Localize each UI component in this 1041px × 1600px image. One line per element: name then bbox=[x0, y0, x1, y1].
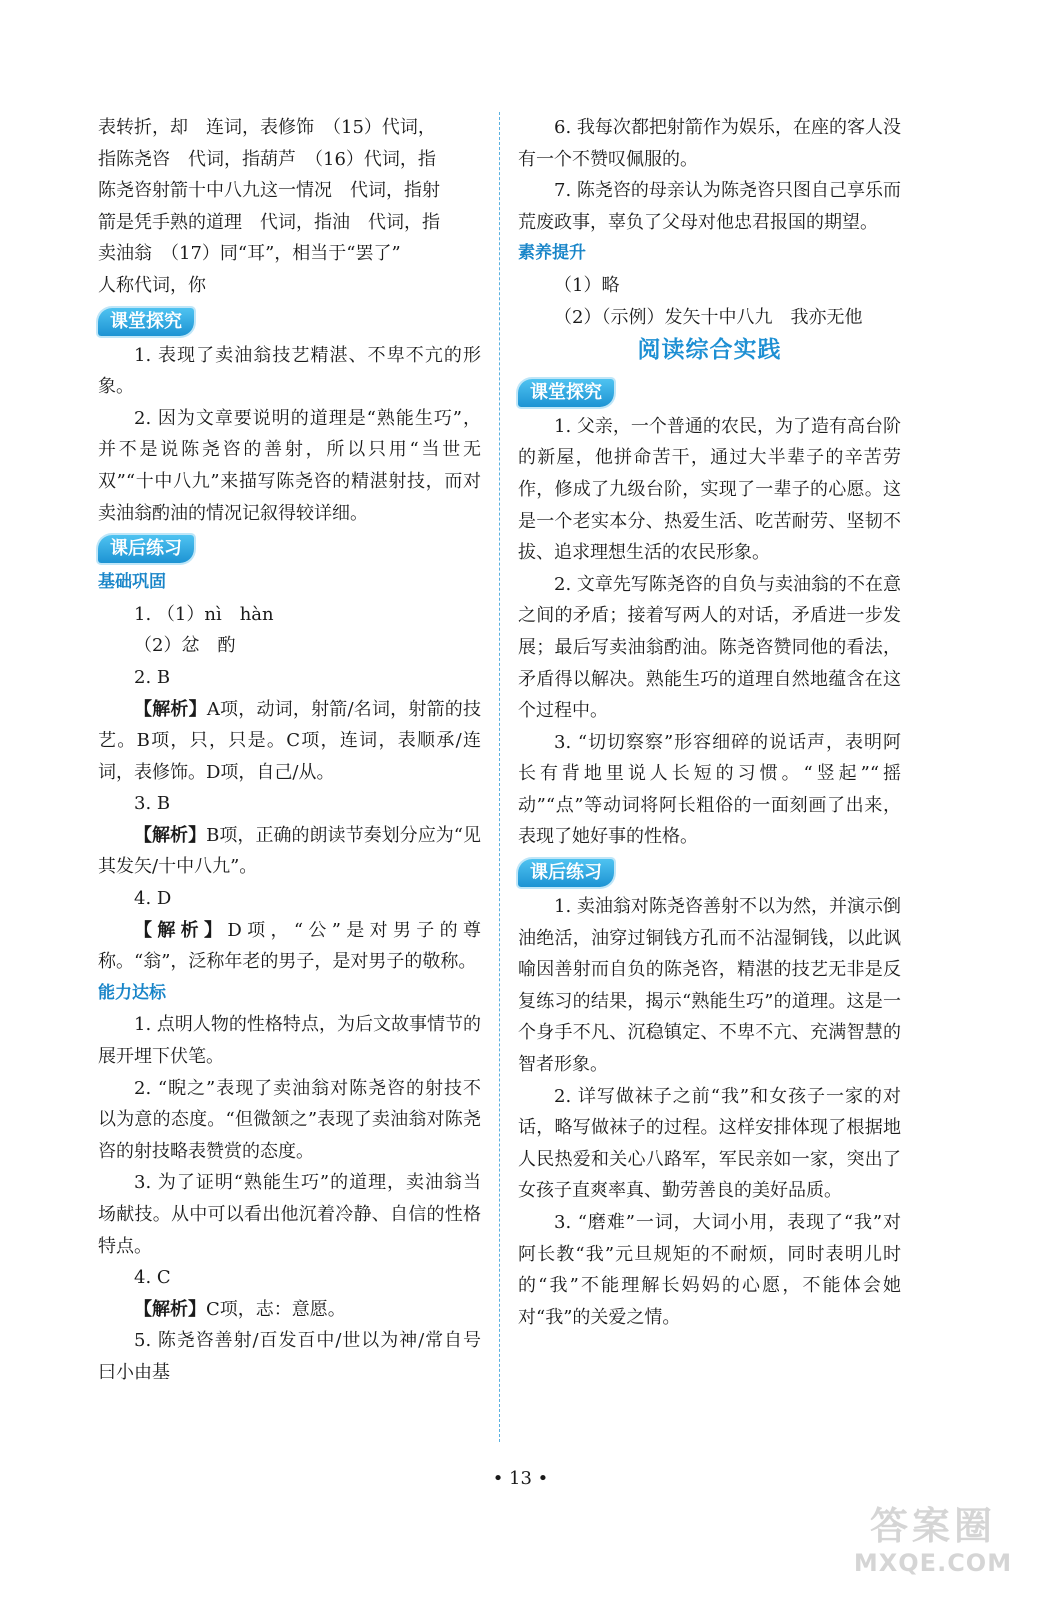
answer-item: 7. 陈尧咨的母亲认为陈尧咨只图自己享乐而荒废政事，辜负了父母对他忠君报国的期望。 bbox=[518, 180, 901, 233]
section-badge-ketang: 课堂探究 bbox=[98, 308, 194, 336]
analysis-text: B项，正确的朗读节奏划分应为“见其发矢/十中八九”。 bbox=[98, 824, 481, 878]
answer-item: 6. 我每次都把射箭作为娱乐，在座的客人没有一个不赞叹佩服的。 bbox=[518, 117, 901, 170]
analysis-item bbox=[98, 694, 481, 789]
analysis-item bbox=[98, 820, 481, 883]
answer-item: 1. 父亲，一个普通的农民，为了造有高台阶的新屋，他拼命苦干，通过大半辈子的辛苦劳作，修成了九级台阶，实现了一辈子的心愿。这是一个老实本分、热爱生活、吃苦耐劳、坚韧不拔、追求理想生活的农民形象。 bbox=[518, 415, 901, 564]
subheading-jichu: 基础巩固 bbox=[98, 572, 166, 593]
answer-item: 3. 为了证明“熟能生巧”的道理，卖油翁当场献技。从中可以看出他沉着冷静、自信的性格特点。 bbox=[98, 1172, 481, 1257]
answer-item: 1. 表现了卖油翁技艺精湛、不卑不亢的形象。 bbox=[98, 344, 481, 398]
answer-item: 2. “睨之”表现了卖油翁对陈尧咨的射技不以为意的态度。“但微颔之”表现了卖油翁对陈尧咨的射技略表赞赏的态度。 bbox=[98, 1077, 481, 1162]
answer-item: 4. C bbox=[134, 1267, 171, 1289]
analysis-text: A项，动词，射箭/名词，射箭的技艺。B项，只，只是。C项，连词，表顺承/连词，表修饰。D项，自己/从。 bbox=[98, 698, 482, 783]
answer-item: 1. 点明人物的性格特点，为后文故事情节的展开埋下伏笔。 bbox=[98, 1014, 481, 1068]
answer-line: 箭是凭手熟的道理 代词，指油 代词，指 bbox=[98, 211, 440, 233]
answer-item: 1. 卖油翁对陈尧咨善射不以为然，并演示倒油绝活，油穿过铜钱方孔而不沾湿铜钱，以此讽喻因善射而自负的陈尧咨，精湛的技艺无非是反复练习的结果，揭示“熟能生巧”的道理。这是一个身手不凡、沉稳镇定、不卑不亢、充满智慧的智者形象。 bbox=[518, 896, 901, 1076]
answer-item: 2. B bbox=[134, 666, 171, 688]
subheading-nengli: 能力达标 bbox=[98, 982, 166, 1003]
answer-item: 5. 陈尧咨善射/百发百中/世以为神/常自号曰小由基 bbox=[98, 1330, 481, 1383]
section-badge-kehou: 课后练习 bbox=[518, 859, 614, 887]
answer-item: 4. D bbox=[134, 888, 172, 910]
answer-line: 卖油翁 （17）同“耳”，相当于“罢了” bbox=[98, 243, 401, 265]
answer-item: 3. “切切察察”形容细碎的说话声，表明阿长有背地里说人长短的习惯。“竖起”“摇动”“点”等动词将阿长粗俗的一面刻画了出来，表现了她好事的性格。 bbox=[518, 731, 901, 848]
answer-item: 1. （1）nì hàn bbox=[134, 603, 274, 625]
answer-line: 指陈尧咨 代词，指葫芦 （16）代词，指 bbox=[98, 148, 436, 170]
answer-line: 陈尧咨射箭十中八九这一情况 代词，指射 bbox=[98, 180, 440, 202]
section-badge-ketang: 课堂探究 bbox=[518, 379, 614, 407]
left-column bbox=[98, 112, 481, 1389]
answer-line: 人称代词，你 bbox=[98, 274, 206, 296]
analysis-text: D项，“公”是对男子的尊称。“翁”，泛称年老的男子，是对男子的敬称。 bbox=[98, 919, 481, 973]
answer-item: 2. 文章先写陈尧咨的自负与卖油翁的不在意之间的矛盾；接着写两人的对话，矛盾进一步发展；最后写卖油翁酌油。陈尧咨赞同他的看法，矛盾得以解决。熟能生巧的道理自然地蕴含在这个过程中。 bbox=[518, 573, 901, 722]
watermark-text: 答案圈 bbox=[869, 1504, 996, 1548]
analysis-item bbox=[98, 915, 481, 978]
answer-item: 2. 详写做袜子之前“我”和女孩子一家的对话，略写做袜子的过程。这样安排体现了根据地人民热爱和关心八路军，军民亲如一家，突出了女孩子直爽率真、勤劳善良的美好品质。 bbox=[518, 1085, 901, 1202]
watermark-logo bbox=[843, 1504, 1023, 1586]
answer-item: （2）忿 酌 bbox=[134, 635, 236, 657]
analysis-label: 【解析】 bbox=[134, 824, 207, 846]
analysis-label: 【解析】 bbox=[134, 1298, 206, 1320]
section-badge-kehou: 课后练习 bbox=[98, 535, 194, 563]
column-divider bbox=[499, 112, 500, 1442]
watermark-url: MXQE.COM bbox=[853, 1549, 1013, 1577]
answer-item: （1）略 bbox=[554, 274, 620, 296]
analysis-label: 【解析】 bbox=[134, 698, 207, 720]
answer-item: 3. B bbox=[134, 793, 171, 815]
right-column bbox=[518, 112, 901, 1333]
answer-line: 表转折，却 连词，表修饰 （15）代词， bbox=[98, 117, 436, 138]
answer-item: 3. “磨难”一词，大词小用，表现了“我”对阿长教“我”元旦规矩的不耐烦，同时表明儿时的“我”不能理解长妈妈的心愿，不能体会她对“我”的关爱之情。 bbox=[518, 1212, 901, 1328]
analysis-label: 【解析】 bbox=[134, 919, 228, 941]
section-title: 阅读综合实践 bbox=[637, 337, 782, 364]
answer-item: （2）（示例）发矢十中八九 我亦无他 bbox=[554, 306, 863, 328]
analysis-item bbox=[98, 1294, 481, 1326]
subheading-suyang: 素养提升 bbox=[518, 243, 586, 264]
answer-item: 2. 因为文章要说明的道理是“熟能生巧”，并不是说陈尧咨的善射，所以只用“当世无双”“十中八九”来描写陈尧咨的精湛射技，而对卖油翁酌油的情况记叙得较详细。 bbox=[98, 407, 481, 524]
analysis-text: C项，志：意愿。 bbox=[206, 1298, 346, 1320]
page-number: • 13 • bbox=[492, 1468, 549, 1489]
